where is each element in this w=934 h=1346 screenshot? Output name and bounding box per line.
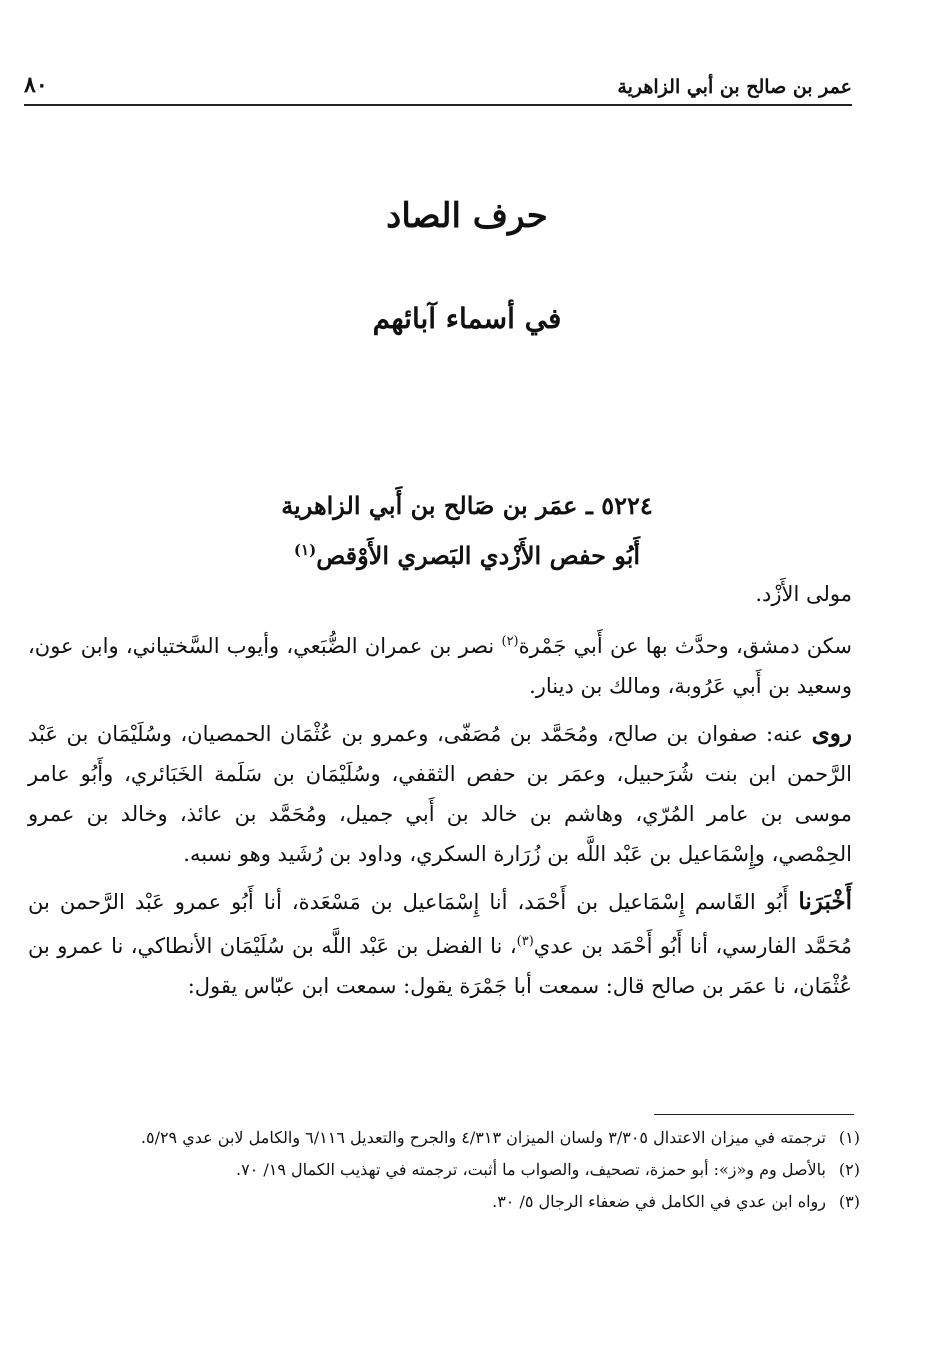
paragraph-narrators-text: عنه: صفوان بن صالح، ومُحَمَّد بن مُصَفّى، وعمرو بن عُثْمَان الحمصيان، وسُلَيْمَان بن عَبْد الرَّحمن ابن بنت شُرَحبيل، وعمَر بن حفص الثقفي، وسُلَيْمَان بن سَلَمة الخَبَائري، وأَبُو عامر موسى بن عامر المُرّي، وهاشم بن خالد بن أَبي جميل، ومُحَمَّد بن عائذ، وخالد بن عمرو الحِمْصي، وإِسْمَاعيل بن عَبْد اللَّه بن زُرَارة السكري، وداود بن رُشَيد وهو نسبه. <box>28 722 852 866</box>
footnote-1 <box>28 1124 860 1152</box>
footnote-ref-2: (٢) <box>501 634 519 649</box>
footnote-2 <box>28 1156 860 1184</box>
chapter-title: حرف الصاد <box>386 196 548 236</box>
page-number: ٨٠ <box>24 72 48 98</box>
paragraph-isnad-part2: ، نا الفضل بن عَبْد اللَّه بن سُلَيْمَان الأنطاكي، نا عمرو بن عُثْمَان، نا عمَر بن صالح قال: سمعت أبا جَمْرَة يقول: سمعت ابن عبّاس يقول: <box>28 934 852 998</box>
footnote-text: ترجمته في ميزان الاعتدال ٣/٣٠٥ ولسان الميزان ٤/٣١٣ والجرح والتعديل ٦/١١٦ والكامل لابن عدي ٥/٢٩. <box>140 1128 826 1147</box>
paragraph-residence <box>28 622 852 706</box>
paragraph-isnad-part1: أَبُو القَاسم إِسْمَاعيل بن أَحْمَد، أنا إِسْمَاعيل بن مَسْعَدة، أنا أَبُو عمرو عَبْد الرَّحمن بن مُحَمَّد الفارسي، أنا أَبُو أَحْمَد بن عدي <box>28 890 853 958</box>
paragraph-narrators <box>28 714 852 874</box>
footnote-ref-1: (١) <box>293 541 317 559</box>
entry-heading <box>60 484 874 578</box>
footnotes <box>28 1124 860 1220</box>
entry-heading-line1: ٥٢٢٤ ـ عمَر بن صَالح بن أَبي الزاهرية <box>281 491 653 520</box>
footnote-text: رواه ابن عدي في الكامل في ضعفاء الرجال ٥/ ٣٠. <box>492 1192 826 1211</box>
lead-word-akhbarana: أَخْبَرَنا <box>798 888 852 915</box>
paragraph-residence-part1: سكن دمشق، وحدَّث بها عن أَبي جَمْرة <box>518 634 852 658</box>
footnote-text: بالأصل وم و«ز»: أبو حمزة، تصحيف، والصواب ما أثبت، ترجمته في تهذيب الكمال ١٩/ ٧٠. <box>235 1160 826 1179</box>
lead-word-rawa: روى <box>811 720 852 747</box>
running-header <box>24 64 852 106</box>
paragraph-isnad <box>28 882 852 1006</box>
entry-heading-line2-text: أَبُو حفص الأَزْدي البَصري الأَوْقص <box>316 541 641 570</box>
footnote-number: (٢) <box>838 1160 860 1179</box>
entry-heading-line2 <box>60 528 874 578</box>
chapter-subtitle: في أسماء آبائهم <box>372 302 562 335</box>
footnote-number: (٣) <box>838 1192 860 1211</box>
entry-body <box>28 574 852 1006</box>
paragraph-client: مولى الأَزْد. <box>755 582 852 606</box>
footnote-3 <box>28 1188 860 1216</box>
footnote-number: (١) <box>838 1128 860 1147</box>
running-title: عمر بن صالح بن أبي الزاهرية <box>617 76 852 98</box>
footnote-ref-3: (٣) <box>516 934 534 949</box>
paragraph-residence-part2: نصر بن عمران الضُّبَعي، وأيوب السَّختياني، وابن عون، وسعيد بن أَبي عَرُوبة، ومالك بن دينار. <box>28 634 852 698</box>
footnote-separator <box>654 1114 854 1115</box>
